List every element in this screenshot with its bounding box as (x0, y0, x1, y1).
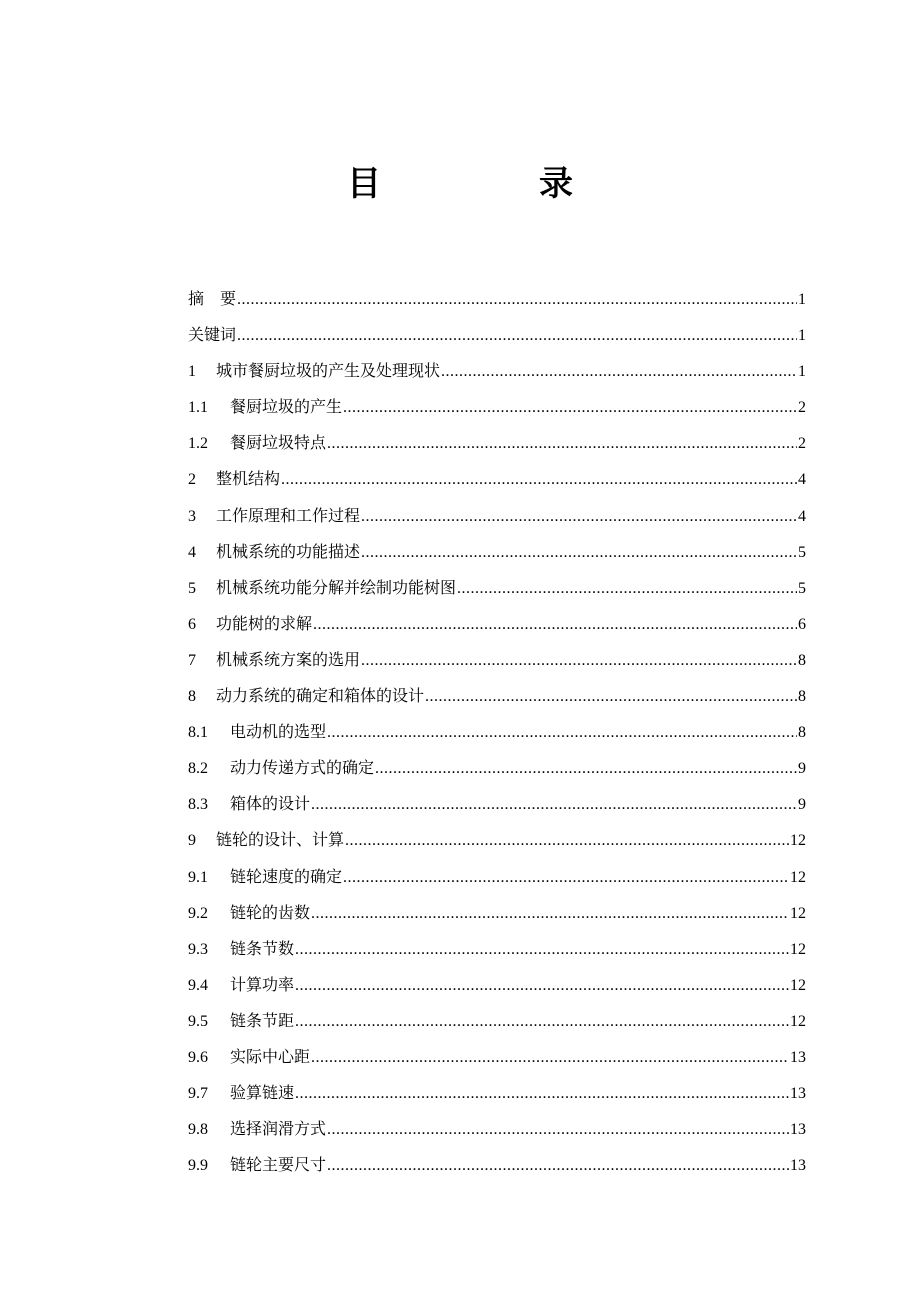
toc-dot-leader (361, 643, 797, 679)
toc-entry[interactable] (188, 1075, 806, 1111)
toc-entry-label: 机械系统方案的选用 (216, 649, 361, 669)
toc-dot-leader (327, 1112, 789, 1148)
toc-entry-page-number: 8 (798, 688, 806, 706)
toc-entry-page-number: 13 (790, 1121, 806, 1139)
toc-entry-number: 9.8 (188, 1121, 208, 1139)
toc-dot-leader (327, 1148, 789, 1184)
toc-entry[interactable] (188, 317, 806, 353)
toc-entry-label: 餐厨垃圾的产生 (230, 397, 343, 417)
toc-entry-label: 工作原理和工作过程 (216, 505, 361, 525)
toc-entry[interactable] (188, 859, 806, 895)
toc-entry-label: 链轮主要尺寸 (230, 1155, 327, 1175)
toc-entry-page-number: 9 (798, 796, 806, 814)
toc-entry-page-number: 4 (798, 507, 806, 525)
toc-entry-page-number: 12 (790, 832, 806, 850)
toc-entry-number: 9.1 (188, 868, 208, 886)
toc-entry-label: 城市餐厨垃圾的产生及处理现状 (216, 361, 441, 381)
toc-entry[interactable] (188, 606, 806, 642)
toc-entry-number: 4 (188, 543, 196, 561)
toc-entry-page-number: 13 (790, 1157, 806, 1175)
toc-entry-page-number: 8 (798, 651, 806, 669)
toc-entry-page-number: 2 (798, 435, 806, 453)
toc-entry[interactable] (188, 281, 806, 317)
toc-entry[interactable] (188, 786, 806, 822)
toc-entry-label: 验算链速 (230, 1083, 295, 1103)
toc-entry-label: 机械系统功能分解并绘制功能树图 (216, 577, 457, 597)
toc-entry-number: 9.3 (188, 940, 208, 958)
toc-entry-page-number: 9 (798, 760, 806, 778)
toc-entry-label: 摘 要 (188, 289, 237, 308)
toc-entry-number: 9.9 (188, 1157, 208, 1175)
toc-entry-label: 机械系统的功能描述 (216, 541, 361, 561)
toc-entry[interactable] (188, 1039, 806, 1075)
toc-dot-leader (295, 1004, 789, 1040)
toc-entry[interactable] (188, 822, 806, 858)
toc-entry-page-number: 13 (790, 1048, 806, 1066)
toc-dot-leader (295, 932, 789, 968)
toc-entry-label: 动力传递方式的确定 (230, 758, 375, 778)
toc-entry-number: 8 (188, 688, 196, 706)
toc-entry-page-number: 6 (798, 615, 806, 633)
toc-entry-label: 箱体的设计 (230, 794, 311, 814)
toc-entry-number: 9.7 (188, 1085, 208, 1103)
toc-entry-label: 关键词 (188, 325, 237, 345)
toc-entry[interactable] (188, 1003, 806, 1039)
toc-dot-leader (281, 462, 797, 498)
toc-entry-page-number: 8 (798, 724, 806, 742)
toc-entry-number: 9 (188, 832, 196, 850)
toc-entry[interactable] (188, 534, 806, 570)
toc-entry-number: 8.1 (188, 724, 208, 742)
toc-entry[interactable] (188, 570, 806, 606)
toc-entry-label: 实际中心距 (230, 1046, 311, 1066)
toc-entry-page-number: 1 (798, 291, 806, 308)
table-of-contents (188, 281, 806, 1183)
toc-entry-number: 9.2 (188, 904, 208, 922)
toc-entry[interactable] (188, 678, 806, 714)
toc-entry-number: 9.5 (188, 1012, 208, 1030)
toc-entry-label: 功能树的求解 (216, 613, 313, 633)
toc-entry-number: 3 (188, 507, 196, 525)
toc-entry-label: 动力系统的确定和箱体的设计 (216, 686, 425, 706)
toc-dot-leader (375, 751, 797, 787)
toc-entry[interactable] (188, 714, 806, 750)
toc-entry-page-number: 12 (790, 904, 806, 922)
toc-dot-leader (343, 390, 797, 426)
toc-entry-number: 5 (188, 579, 196, 597)
toc-dot-leader (313, 607, 797, 643)
toc-entry-number: 8.3 (188, 796, 208, 814)
toc-dot-leader (237, 318, 797, 354)
toc-entry-number: 1.1 (188, 399, 208, 417)
toc-entry-number: 8.2 (188, 760, 208, 778)
toc-entry-label: 电动机的选型 (230, 722, 327, 742)
toc-entry-number: 1 (188, 363, 196, 381)
toc-entry-number: 7 (188, 651, 196, 669)
toc-dot-leader (237, 282, 797, 318)
toc-dot-leader (457, 571, 797, 607)
toc-dot-leader (345, 823, 789, 859)
toc-dot-leader (295, 1076, 789, 1112)
toc-entry-page-number: 12 (790, 940, 806, 958)
toc-entry-number: 9.4 (188, 976, 208, 994)
toc-entry[interactable] (188, 895, 806, 931)
toc-entry-page-number: 2 (798, 399, 806, 417)
page-title: 目 录 (347, 164, 635, 204)
toc-entry-label: 链轮速度的确定 (230, 866, 343, 886)
toc-entry[interactable] (188, 642, 806, 678)
toc-dot-leader (441, 354, 797, 390)
toc-entry-page-number: 12 (790, 976, 806, 994)
toc-entry-label: 计算功率 (230, 974, 295, 994)
toc-entry-label: 链轮的设计、计算 (216, 830, 345, 850)
toc-entry-label: 餐厨垃圾特点 (230, 433, 327, 453)
toc-entry[interactable] (188, 461, 806, 497)
toc-dot-leader (311, 787, 797, 823)
toc-entry-label: 整机结构 (216, 469, 281, 489)
toc-entry-label: 链条节数 (230, 938, 295, 958)
toc-dot-leader (327, 715, 797, 751)
toc-entry-number: 6 (188, 615, 196, 633)
toc-entry[interactable] (188, 389, 806, 425)
toc-entry-page-number: 13 (790, 1085, 806, 1103)
toc-entry[interactable] (188, 750, 806, 786)
toc-entry-page-number: 1 (798, 327, 806, 345)
toc-dot-leader (425, 679, 797, 715)
toc-entry-number: 9.6 (188, 1048, 208, 1066)
toc-entry-page-number: 4 (798, 471, 806, 489)
toc-entry-label: 链条节距 (230, 1010, 295, 1030)
toc-entry-page-number: 5 (798, 579, 806, 597)
toc-dot-leader (311, 1040, 789, 1076)
toc-entry-page-number: 5 (798, 543, 806, 561)
toc-entry[interactable] (188, 1147, 806, 1183)
toc-entry-number: 2 (188, 471, 196, 489)
toc-entry[interactable] (188, 931, 806, 967)
toc-dot-leader (311, 896, 789, 932)
toc-entry-page-number: 1 (798, 363, 806, 381)
toc-entry[interactable] (188, 1111, 806, 1147)
toc-entry-label: 链轮的齿数 (230, 902, 311, 922)
toc-entry-page-number: 12 (790, 868, 806, 886)
toc-dot-leader (343, 860, 789, 896)
toc-entry-label: 选择润滑方式 (230, 1119, 327, 1139)
toc-entry[interactable] (188, 967, 806, 1003)
toc-entry-number: 1.2 (188, 435, 208, 453)
toc-dot-leader (295, 968, 789, 1004)
toc-dot-leader (361, 535, 797, 571)
toc-entry-page-number: 12 (790, 1012, 806, 1030)
toc-entry[interactable] (188, 498, 806, 534)
toc-dot-leader (327, 426, 797, 462)
toc-dot-leader (361, 499, 797, 535)
toc-entry[interactable] (188, 425, 806, 461)
toc-entry[interactable] (188, 353, 806, 389)
